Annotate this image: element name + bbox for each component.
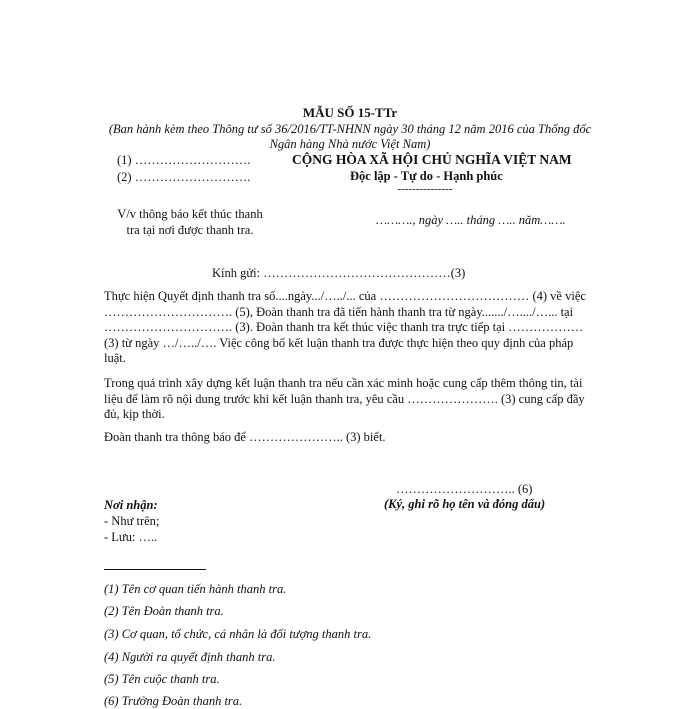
subject-line-2: tra tại nơi được thanh tra. (126, 223, 254, 237)
motto-rule: --------------- (397, 183, 453, 195)
footnote-1: (1) Tên cơ quan tiến hành thanh tra. (104, 582, 287, 596)
paragraph-2: Trong quá trình xây dựng kết luận thanh tra nếu cần xác minh hoặc cung cấp thêm thông tin, tài liệu để làm rõ nội dung trước khi kết luận thanh tra, yêu cầu …………………. (3) cung cấp đầy đủ, kịp thời. (104, 376, 585, 421)
paragraph-3: Đoàn thanh tra thông báo để ………………….. (3) biết. (104, 430, 386, 444)
footnote-5: (5) Tên cuộc thanh tra. (104, 672, 220, 686)
recipients-heading: Nơi nhận: (104, 498, 158, 512)
recipient-item: - Như trên; (104, 514, 160, 528)
signature-line: ……………………….. (6) (396, 482, 533, 496)
signature-note: (Ký, ghi rõ họ tên và đóng dấu) (384, 497, 546, 511)
footnote-3: (3) Cơ quan, tổ chức, cá nhân là đối tượng thanh tra. (104, 627, 372, 641)
footnote-2: (2) Tên Đoàn thanh tra. (104, 604, 224, 618)
footnote-divider (104, 569, 206, 570)
subject-line-1: V/v thông báo kết thúc thanh (117, 207, 263, 221)
date-line: ………., ngày ….. tháng ….. năm……. (376, 213, 566, 227)
org-line-2: (2) ………………………. (117, 170, 251, 184)
footnote-6: (6) Trưởng Đoàn thanh tra. (104, 694, 243, 708)
recipient-line: Kính gửi: ………………………………………(3) (212, 266, 466, 280)
org-line-1: (1) ………………………. (117, 153, 251, 167)
recipient-item: - Lưu: ….. (104, 530, 158, 544)
motto: Độc lập - Tự do - Hạnh phúc (350, 169, 503, 183)
form-title: MẪU SỐ 15-TTr (302, 105, 398, 120)
issued-by-note: (Ban hành kèm theo Thông tư số 36/2016/TT-NHNN ngày 30 tháng 12 năm 2016 của Thống đốc Ngân hàng Nhà nước Việt Nam) (108, 122, 592, 151)
nation-name: CỘNG HÒA XÃ HỘI CHỦ NGHĨA VIỆT NAM (292, 152, 572, 167)
footnote-4: (4) Người ra quyết định thanh tra. (104, 650, 276, 664)
paragraph-1: Thực hiện Quyết định thanh tra số....ngày.../…../... của ……………………………… (4) về việc …………………………. (5), Đoàn thanh tra đã tiến hành thanh tra từ ngày......./…..../…... tại …………………………. (3). Đoàn thanh tra kết thúc việc thanh tra trực tiếp tại ……………… (3) từ ngày …/…../…. Việc công bố kết luận thanh tra được thực hiện theo quy định của pháp luật. (104, 289, 586, 365)
